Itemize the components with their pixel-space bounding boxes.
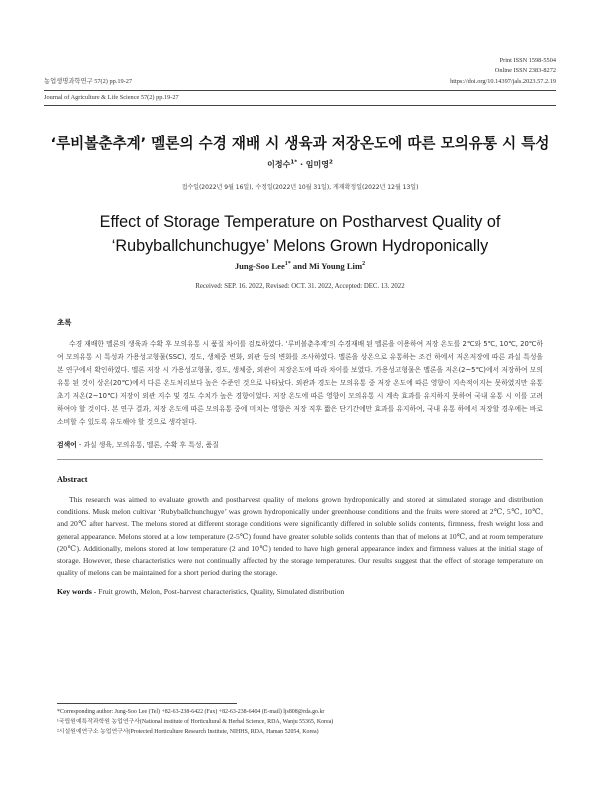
footnote-corresponding: *Corresponding author: Jung-Soo Lee (Tel) +82-63-238-6422 (Fax) +82-63-238-6404 (E-mail) ljs808@rda.go.kr xyxy=(57,709,325,715)
dates-korean: 접수일(2022년 9월 16일), 수정일(2022년 10월 31일), 게재확정일(2022년 12월 13일) xyxy=(181,184,419,191)
footnotes xyxy=(57,708,543,737)
authors-korean: 이정수$^{1*}$ · 임미영$^2$ xyxy=(267,159,333,169)
abstract-korean-heading: 초록 xyxy=(57,318,72,327)
online-issn: Online ISSN 2383-8272 xyxy=(494,67,556,74)
abstract-korean-body: 수경 재배한 멜론의 생육과 수확 후 모의유통 시 품질 차이를 검토하였다. ‘루비볼춘추계’의 수경재배 된 멜론을 이용하여 저장 온도를 2℃와 5℃, 10℃, 20℃하여 모의유통 시 특성과 가용성고형물(SSC), 경도, 생체중 변화, 외관 등의 변화를 조사하였다. 멜론을 상온으로 유통하는 조건 하에서 저온저장에 따른 과실 특성을 본 연구에서 확인하였다. 멜론 저장 시 가용성고형물, 경도, 생체중, 외관이 저장온도에 따라 차이를 보였다. 가용성고형물은 멜론을 저온(2~5℃)에서 저장하여 모의유통 된 것이 상온(20℃)에서 다른 온도처리보다 높은 수준인 것으로 나타났다. 외관과 경도는 모의유통 중 저장 온도에 따른 영향이 지속적이지는 못하였지만 유통초기 저온(2~10℃) 저장이 외관 지수 및 경도 수치가 높은 경향이었다. 저장 온도에 따른 영향이 모의유통 시 계속 효과를 유지하지 못하여 국내 유통 시 이를 고려하여야 할 것이다. 본 연구 결과, 저장 온도에 따른 모의유통 중에 미치는 영향은 저장 직후 짧은 단기간에만 효과를 유지하여, 국내 유통 하에서 저장할 경우에는 바로 소비할 수 있도록 유도해야 할 것으로 생각된다. xyxy=(57,340,543,427)
dates-english: Received: SEP. 16. 2022, Revised: OCT. 31. 2022, Accepted: DEC. 13. 2022 xyxy=(195,283,405,290)
journal-citation-kr: 농업생명과학연구 57(2) pp.19-27 xyxy=(44,78,133,85)
journal-citation-en: Journal of Agriculture & Life Science 57(2) pp.19-27 xyxy=(44,94,179,101)
header-rule-bottom xyxy=(44,105,556,106)
footnote-affiliation-1: ¹국립원예특작과학원 농업연구사(National institute of Horticultural & Herbal Science, RDA, Wanju 55365, Korea) xyxy=(57,718,334,725)
title-english-line1: Effect of Storage Temperature on Postharvest Quality of xyxy=(99,213,501,231)
section-divider xyxy=(57,459,543,460)
print-issn: Print ISSN 1598-5504 xyxy=(499,57,556,64)
keywords-english: Key words - Fruit growth, Melon, Post-harvest characteristics, Quality, Simulated distribution xyxy=(57,587,345,596)
title-english-line2: ‘Rubyballchunchugye’ Melons Grown Hydroponically xyxy=(111,237,489,255)
doi-link[interactable]: https://doi.org/10.14397/jals.2023.57.2.19 xyxy=(450,78,556,85)
authors-english: Jung-Soo Lee$^{1*}$ and Mi Young Lim$^2$ xyxy=(234,261,366,271)
abstract-english-body: This research was aimed to evaluate growth and postharvest quality of melons grown hydroponically and stored at simulated storage and distribution conditions. Musk melon cultivar ‘Rubyballchunchugye’ was grown hydroponically under greenhouse conditions and the fruits were stored at 2℃, 5℃, 10℃, and 20℃ after harvest. The melons stored at different storage conditions were significantly differed in soluble solids contents, firmness, fresh weight loss and general appearance. Melons stored at a low temperature (2-5℃) found have greater soluble solids contents than that of melons at 10℃, and at room temperature (20℃). Additionally, melons stored at low temperature (2 and 10℃) tended to have high general appearance index and firmness values at the initial stage of storage. However, these characteristics were not continually affected by the storage temperatures. Our results suggest that the effect of storage temperature on quality of melons can be maintained for a short period during the storage. xyxy=(57,495,543,578)
keywords-korean: 검색어 - 과실 생육, 모의유통, 멜론, 수확 후 특성, 품질 xyxy=(57,441,219,449)
abstract-english-heading: Abstract xyxy=(57,475,88,484)
footnote-affiliation-2: ²시설원예연구소 농업연구사(Protected Horticulture Research Institute, NIHHS, RDA, Haman 52054, Korea) xyxy=(57,728,319,735)
header-rule xyxy=(44,90,556,91)
footnote-rule xyxy=(57,703,237,704)
title-korean: ‘루비볼춘추계’ 멜론의 수경 재배 시 생육과 저장온도에 따른 모의유통 시 특성 xyxy=(50,135,550,152)
